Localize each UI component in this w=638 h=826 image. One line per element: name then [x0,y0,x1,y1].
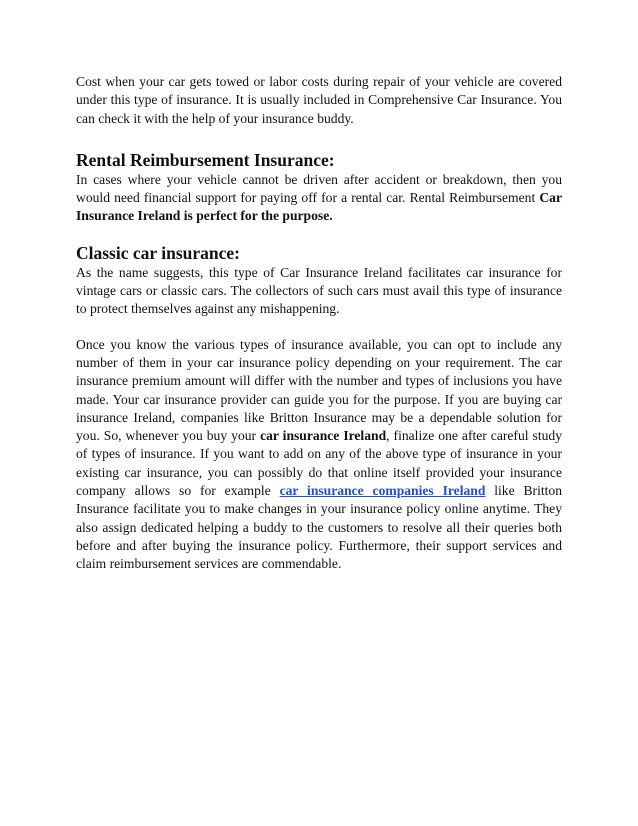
rental-reimbursement-paragraph [76,171,562,226]
car-insurance-companies-ireland-link[interactable]: car insurance companies Ireland [279,483,486,499]
closing-text-2: , finalize one after careful study of types of insurance. If you want to add on any of the above type of insurance in your existing car insurance, you can possibly do that online itself provided your insurance company allows so for example [76,428,562,499]
classic-car-paragraph: As the name suggests, this type of Car Insurance Ireland facilitates car insurance for vintage cars or classic cars. The collectors of such cars must avail this type of insurance to protect themselves against any mishappening. [76,264,562,317]
rental-text: In cases where your vehicle cannot be driven after accident or breakdown, then you would need financial support for paying off for a rental car. Rental Reimbursement [76,171,562,206]
rental-bold-text: Car Insurance Ireland is perfect for the purpose. [76,190,562,224]
closing-bold-keyword: car insurance Ireland [260,428,387,444]
document-page [76,73,562,574]
closing-text-3: like Britton Insurance facilitate you to make changes in your insurance policy online anytime. They also assign dedicated helping a buddy to the customers to resolve all their queries both before and after buying the insurance policy. Furthermore, their support services and claim reimbursement services are commendable. [76,483,563,572]
rental-reimbursement-heading: Rental Reimbursement Insurance: [76,149,335,170]
closing-text-1: Once you know the various types of insurance available, you can opt to include any number of them in your car insurance policy depending on your requirement. The car insurance premium amount will differ with the number and types of inclusions you have made. Your car insurance provider can guide you for the purpose. If you are buying car insurance Ireland, companies like Britton Insurance may be a dependable solution for you. So, whenever you buy your [76,336,562,444]
closing-paragraph [76,336,562,574]
classic-car-heading: Classic car insurance: [76,242,240,263]
towing-paragraph: Cost when your car gets towed or labor costs during repair of your vehicle are covered under this type of insurance. It is usually included in Comprehensive Car Insurance. You can check it with the help of your insurance buddy. [76,74,562,126]
